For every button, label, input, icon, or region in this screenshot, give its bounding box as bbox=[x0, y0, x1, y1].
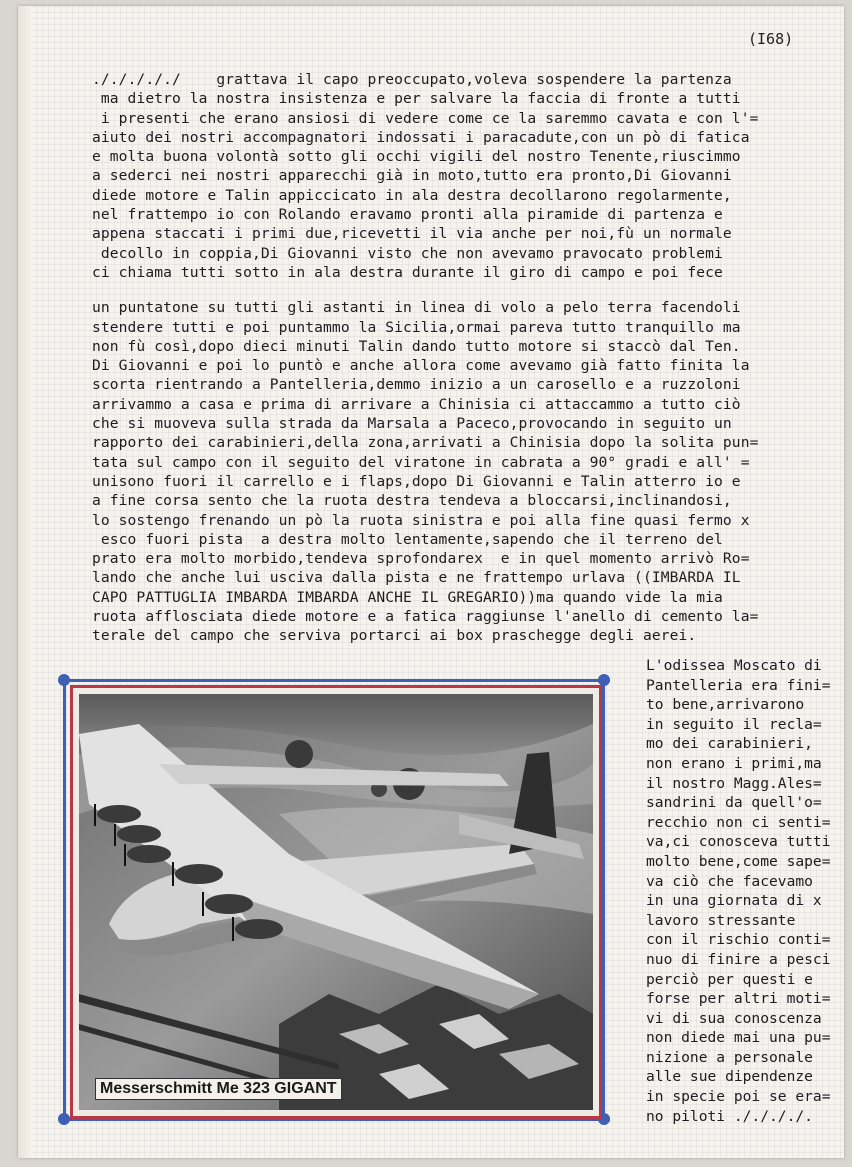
paragraph-2-line: tata sul campo con il seguito del viratone in cabrata a 90° gradi e all' = bbox=[92, 453, 750, 471]
paragraph-2-line: a fine corsa sento che la ruota destra tendeva a bloccarsi,inclinandosi, bbox=[92, 492, 732, 510]
frame-blue-right-line bbox=[602, 676, 605, 1124]
side-column-line: molto bene,come sape= bbox=[646, 852, 831, 870]
side-column-line: to bene,arrivarono bbox=[646, 696, 805, 714]
side-column-line: il nostro Magg.Ales= bbox=[646, 774, 822, 792]
paragraph-gap bbox=[92, 282, 852, 298]
paragraph-1-line: appena staccati i primi due,ricevetti il via anche per noi,fù un normale bbox=[92, 225, 732, 243]
paragraph-1-line: ./././././ grattava il capo preoccupato,voleva sospendere la partenza bbox=[92, 71, 732, 88]
paragraph-2-line: esco fuori pista a destra molto lentamente,sapendo che il terreno del bbox=[92, 530, 723, 548]
paragraph-2-line: arrivammo a casa e prima di arrivare a Chinisia ci attaccammo a tutto ciò bbox=[92, 395, 741, 413]
frame-corner-dot bbox=[58, 1113, 70, 1125]
main-typed-text bbox=[92, 70, 852, 646]
side-column-line: va ciò che facevamo bbox=[646, 872, 813, 890]
side-column-line: non erano i primi,ma bbox=[646, 754, 822, 772]
side-column-line: mo dei carabinieri, bbox=[646, 735, 813, 753]
frame-corner-dot bbox=[58, 674, 70, 686]
paragraph-2-line: lo sostengo frenando un pò la ruota sinistra e poi alla fine quasi fermo x bbox=[92, 511, 750, 529]
paragraph-2-line: rapporto dei carabinieri,della zona,arrivati a Chinisia dopo la solita pun= bbox=[92, 434, 759, 452]
paragraph-1-line: decollo in coppia,Di Giovanni visto che non avevamo pravocato problemi bbox=[92, 244, 723, 262]
side-column-line: nizione a personale bbox=[646, 1048, 813, 1066]
paragraph-1-line: diede motore e Talin appiccicato in ala destra decollarono regolarmente, bbox=[92, 186, 732, 204]
side-column-line: nuo di finire a pesci bbox=[646, 950, 831, 968]
side-column-line: no piloti ././././. bbox=[646, 1107, 813, 1125]
side-column-line: sandrini da quell'o= bbox=[646, 794, 822, 812]
paragraph-2-line: scorta rientrando a Pantelleria,demmo inizio a un carosello e a ruzzoloni bbox=[92, 376, 741, 394]
paragraph-2-line: non fù così,dopo dieci minuti Talin dando tutto motore si staccò dal Ten. bbox=[92, 337, 741, 355]
paragraph-1-line: aiuto dei nostri accompagnatori indossati i paracadute,con un pò di fatica bbox=[92, 128, 750, 146]
side-column-line: va,ci conosceva tutti bbox=[646, 833, 831, 851]
paragraph-2-line: Di Giovanni e poi lo puntò e anche allora come avevamo già fatto finita la bbox=[92, 357, 750, 375]
side-column-line: con il rischio conti= bbox=[646, 931, 831, 949]
photo-red-border bbox=[70, 685, 602, 1119]
paragraph-2-line: terale del campo che serviva portarci ai box praschegge degli aerei. bbox=[92, 627, 697, 645]
frame-blue-top-line bbox=[60, 679, 610, 682]
aircraft-photo-frame bbox=[60, 676, 610, 1124]
paragraph-2-line: un puntatone su tutti gli astanti in linea di volo a pelo terra facendoli bbox=[92, 299, 741, 317]
side-column-line: in una giornata di x bbox=[646, 892, 822, 910]
side-column-line: L'odissea Moscato di bbox=[646, 657, 822, 674]
paragraph-1-line: nel frattempo io con Rolando eravamo pronti alla piramide di partenza e bbox=[92, 206, 723, 224]
frame-blue-left-line bbox=[63, 676, 66, 1124]
paragraph-2-line: prato era molto morbido,tendeva sprofondarex e in quel momento arrivò Ro= bbox=[92, 550, 750, 568]
paragraph-2-line: lando che anche lui usciva dalla pista e ne frattempo urlava ((IMBARDA IL bbox=[92, 569, 741, 587]
side-column-text bbox=[646, 656, 852, 1126]
aircraft-photo bbox=[79, 694, 593, 1110]
paragraph-2-line: che si muoveva sulla strada da Marsala a Paceco,provocando in seguito un bbox=[92, 415, 732, 433]
paragraph-2-line: ruota afflosciata diede motore e a fatica raggiunse l'anello di cemento la= bbox=[92, 608, 759, 626]
paragraph-1-line: i presenti che erano ansiosi di vedere come ce la saremmo cavata e con l'= bbox=[92, 109, 759, 127]
side-column-line: in seguito il recla= bbox=[646, 715, 822, 733]
side-column-line: in specie poi se era= bbox=[646, 1088, 831, 1106]
paragraph-1-line: ci chiama tutti sotto in ala destra durante il giro di campo e poi fece bbox=[92, 263, 723, 281]
side-column-line: perciò per questi e bbox=[646, 970, 813, 988]
side-column-line: lavoro stressante bbox=[646, 911, 796, 929]
page-margin bbox=[18, 6, 32, 1158]
paragraph-1-line: e molta buona volontà sotto gli occhi vigili del nostro Tenente,riuscimmo bbox=[92, 148, 741, 166]
photo-caption: Messerschmitt Me 323 GIGANT bbox=[95, 1078, 342, 1100]
side-column-line: alle sue dipendenze bbox=[646, 1068, 813, 1086]
side-column-line: vi di sua conoscenza bbox=[646, 1009, 822, 1027]
paragraph-1-line: a sederci nei nostri apparecchi già in moto,tutto era pronto,Di Giovanni bbox=[92, 167, 732, 185]
paragraph-2-line: CAPO PATTUGLIA IMBARDA IMBARDA ANCHE IL GREGARIO))ma quando vide la mia bbox=[92, 588, 723, 606]
paragraph-1-line: ma dietro la nostra insistenza e per salvare la faccia di fronte a tutti bbox=[92, 90, 741, 108]
side-column-line: recchio non ci senti= bbox=[646, 813, 831, 831]
side-column-line: forse per altri moti= bbox=[646, 990, 831, 1008]
paragraph-2-line: stendere tutti e poi puntammo la Sicilia,ormai pareva tutto tranquillo ma bbox=[92, 318, 741, 336]
page-number: (I68) bbox=[748, 30, 794, 48]
side-column-line: non diede mai una pu= bbox=[646, 1029, 831, 1047]
side-column-line: Pantelleria era fini= bbox=[646, 676, 831, 694]
paragraph-2-line: unisono fuori il carrello e i flaps,dopo Di Giovanni e Talin atterro io e bbox=[92, 472, 741, 490]
me323-gigant-photo-illustration bbox=[79, 694, 593, 1110]
